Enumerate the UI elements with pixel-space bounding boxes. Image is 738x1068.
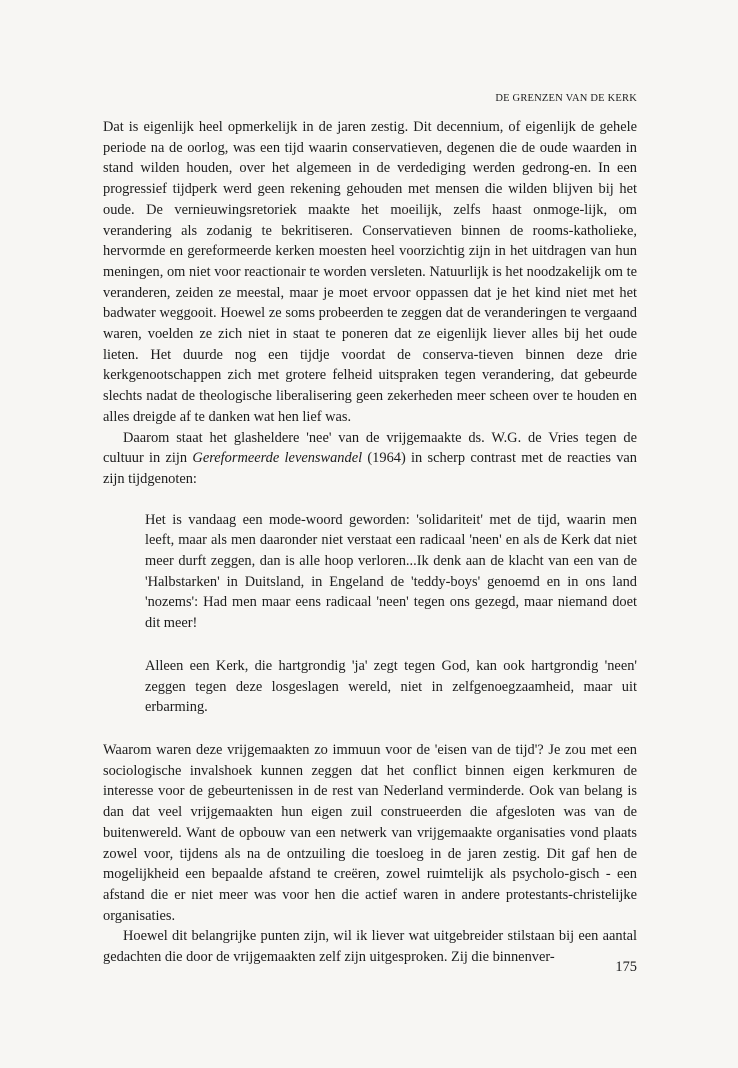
paragraph-3: Waarom waren deze vrijgemaakten zo immuun voor de 'eisen van de tijd'? Je zou met een sociologische invalshoek kunnen zeggen dat het conflict binnen eigen kerkmuren de interesse voor de gebeurtenissen in de rest van Nederland verminderde. Ook van belang is dan dat veel vrijgemaakten hun eigen zuil construeerden die afgesloten was van de buitenwereld. Want de opbouw van een netwerk van vrijgemaakte organisaties vond plaats zowel voor, tijdens als na de ontzuiling die toesloeg in de jaren zestig. Dit gaf hen de mogelijkheid een bepaalde afstand te creëren, zowel ruimtelijk als psycholo-gisch - een afstand die er niet meer was voor hen die actief waren in andere protestants-christelijke organisaties. bbox=[103, 741, 637, 924]
paragraph-4: Hoewel dit belangrijke punten zijn, wil ik liever wat uitgebreider stilstaan bij een aantal gedachten die door de vrijgemaakten zelf zijn uitgesproken. Zij die binnenver- bbox=[103, 928, 637, 966]
body-text bbox=[103, 117, 637, 968]
running-head: DE GRENZEN VAN DE KERK bbox=[495, 93, 637, 104]
page-number: 175 bbox=[615, 959, 637, 975]
block-quote-2: Alleen een Kerk, die hartgrondig 'ja' zegt tegen God, kan ook hartgrondig 'neen' zeggen tegen deze losgeslagen wereld, niet in zelfgenoegzaamheid, maar uit erbarming. bbox=[145, 657, 637, 716]
paragraph-2-rest: (1964) in scherp contrast met de reacties van zijn tijdgenoten: bbox=[103, 450, 637, 487]
paragraph-1: Dat is eigenlijk heel opmerkelijk in de jaren zestig. Dit decennium, of eigenlijk de gehele periode na de oorlog, was een tijd waarin conservatieven, degenen die de oude waarden in stand wilden houden, over het algemeen in de verdediging werden gedrong-en. In een progressief tijdperk werd geen rekening gehouden met mensen die wilden blijven bij het oude. De vernieuwingsretoriek maakte het moeilijk, zelfs haast onmoge-lijk, om verandering als zodanig te bekritiseren. Conservatieven binnen de rooms-katholieke, hervormde en gereformeerde kerken moesten heel voorzichtig zijn in het uitdragen van hun meningen, om niet voor reactionair te worden versleten. Natuurlijk is het noodzakelijk om te veranderen, zeiden ze meestal, maar je moet ervoor oppassen dat je het kind niet met het badwater weggooit. Hoewel ze soms probeerden te zeggen dat de veranderingen te vergaand waren, voelden ze zich niet in staat te poneren dat ze eigenlijk liever alles bij het oude lieten. Het duurde nog een tijdje voordat de conserva-tieven binnen deze drie kerkgenootschappen zich met grotere felheid uitspraken tegen verandering, dat gebeurde slechts nadat de theologische liberalisering geen zekerheden meer scheen over te houden en alles dreigde af te danken wat hen lief was. bbox=[103, 119, 637, 425]
paragraph-2 bbox=[103, 428, 637, 490]
paragraph-2-intro: Daarom staat het glasheldere 'nee' van de vrijgemaakte ds. W.G. de Vries tegen de cultuur in zijn bbox=[103, 429, 637, 467]
block-quote-1: Het is vandaag een mode-woord geworden: 'solidariteit' met de tijd, waarin men leeft, maar als men daaronder niet verstaat een radicaal 'neen' en als de Kerk dat niet meer durft zeggen, dan is alle hoop verloren...Ik denk aan de klacht van een van de 'Halbstarken' in Duitsland, in Engeland de 'teddy-boys' genoemd en in ons land 'nozems': Had men maar eens radicaal 'neen' tegen ons gezegd, maar niemand doet dit meer! bbox=[145, 511, 637, 632]
book-title: Gereformeerde levenswandel bbox=[192, 450, 363, 467]
